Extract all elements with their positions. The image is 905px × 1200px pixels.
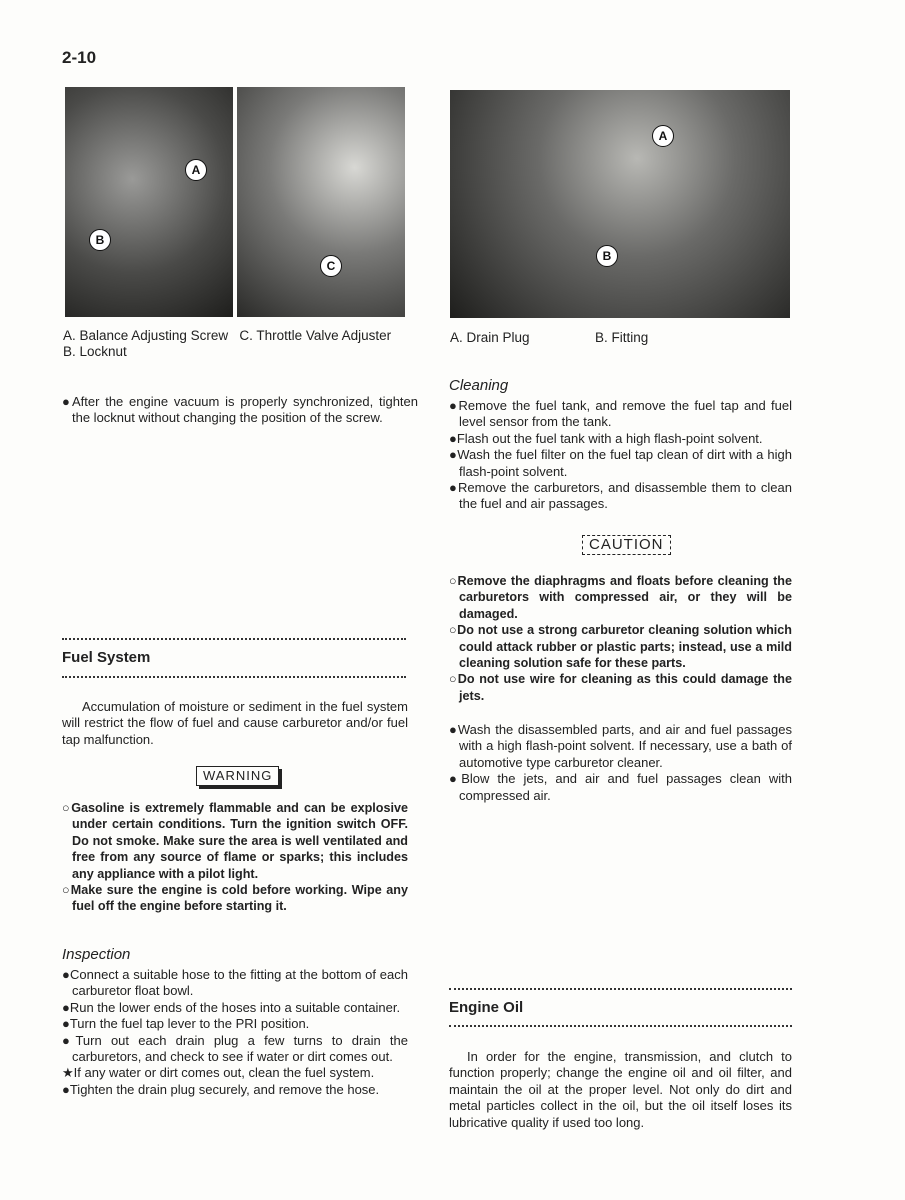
divider [62,676,406,678]
warning-label: WARNING [196,766,279,786]
fuel-system-intro: Accumulation of moisture or sediment in the fuel system will restrict the flow of fuel and cause carburetor and/or fuel tap malfunction. [62,699,408,747]
list-item: ●Wash the fuel filter on the fuel tap clean of dirt with a high flash-point solvent. [449,447,792,479]
callout-a: A [652,125,674,147]
divider [449,988,792,990]
cleaning-after-list [449,722,792,804]
callout-b: B [596,245,618,267]
caption-b: B. Locknut [63,344,127,360]
caution-label: CAUTION [582,535,671,555]
callout-b: B [89,229,111,251]
after-sync-step: ●After the engine vacuum is properly synchronized, tighten the locknut without changing the position of the screw. [62,394,418,426]
caption-c: C. Throttle Valve Adjuster [239,328,392,343]
list-item: ●Flash out the fuel tank with a high flash-point solvent. [449,430,763,446]
heading-cleaning: Cleaning [449,377,509,394]
caution-list [449,573,792,704]
caution-item: ○Do not use a strong carburetor cleaning solution which could attack rubber or plastic parts; instead, use a mild cleaning solution safe for these parts. [449,623,792,671]
divider [62,638,406,640]
list-item: ●Turn the fuel tap lever to the PRI position. [62,1016,310,1032]
list-item: ★If any water or dirt comes out, clean the fuel system. [62,1065,375,1081]
caption-a: A. Balance Adjusting Screw [63,328,229,343]
heading-engine-oil: Engine Oil [449,999,524,1016]
photo-throttle-adjuster [237,87,405,317]
warning-list [62,800,408,915]
cleaning-list [449,398,792,513]
photo-balance-screw [65,87,233,317]
engine-oil-intro: In order for the engine, transmission, and clutch to function properly; change the engine oil and oil filter, and maintain the oil at the proper level. Not only do dirt and metal particles collect in the oil, but the oil itself loses its lubricative quality if used too long. [449,1049,792,1130]
list-item: ●Connect a suitable hose to the fitting at the bottom of each carburetor float bowl. [62,967,408,999]
caption-a: A. Drain Plug [450,330,530,345]
heading-fuel-system: Fuel System [62,649,151,666]
caution-item: ○Do not use wire for cleaning as this could damage the jets. [449,672,792,703]
photo-drain-plug [450,90,790,318]
page-number: 2-10 [62,48,97,67]
warning-item: ○Make sure the engine is cold before working. Wipe any fuel off the engine before starting it. [62,883,408,914]
list-item: ●Remove the fuel tank, and remove the fuel tap and fuel level sensor from the tank. [449,398,792,430]
callout-a: A [185,159,207,181]
caution-item: ○Remove the diaphragms and floats before cleaning the carburetors with compressed air, or they will be damaged. [449,574,792,621]
inspection-list [62,967,408,1098]
list-item: ●Wash the disassembled parts, and air and fuel passages with a high flash-point solvent. If necessary, use a bath of automotive type carburetor cleaner. [449,722,792,770]
list-item: ●Run the lower ends of the hoses into a suitable container. [62,999,401,1015]
heading-inspection: Inspection [62,946,131,963]
list-item: ●Tighten the drain plug securely, and remove the hose. [62,1081,380,1097]
list-item: ●Blow the jets, and air and fuel passages clean with compressed air. [449,771,792,803]
caption-b: B. Fitting [595,330,649,345]
left-photo-caption [63,328,413,361]
list-item: ●Turn out each drain plug a few turns to drain the carburetors, and check to see if water or dirt comes out. [62,1032,408,1065]
callout-c: C [320,255,342,277]
divider [449,1025,792,1027]
list-item: ●Remove the carburetors, and disassemble them to clean the fuel and air passages. [449,480,792,512]
warning-item: ○Gasoline is extremely flammable and can be explosive under certain conditions. Turn the ignition switch OFF. Do not smoke. Make sure the area is well ventilated and free from any source of flame or sparks; this includes any appliance with a pilot light. [62,801,408,881]
